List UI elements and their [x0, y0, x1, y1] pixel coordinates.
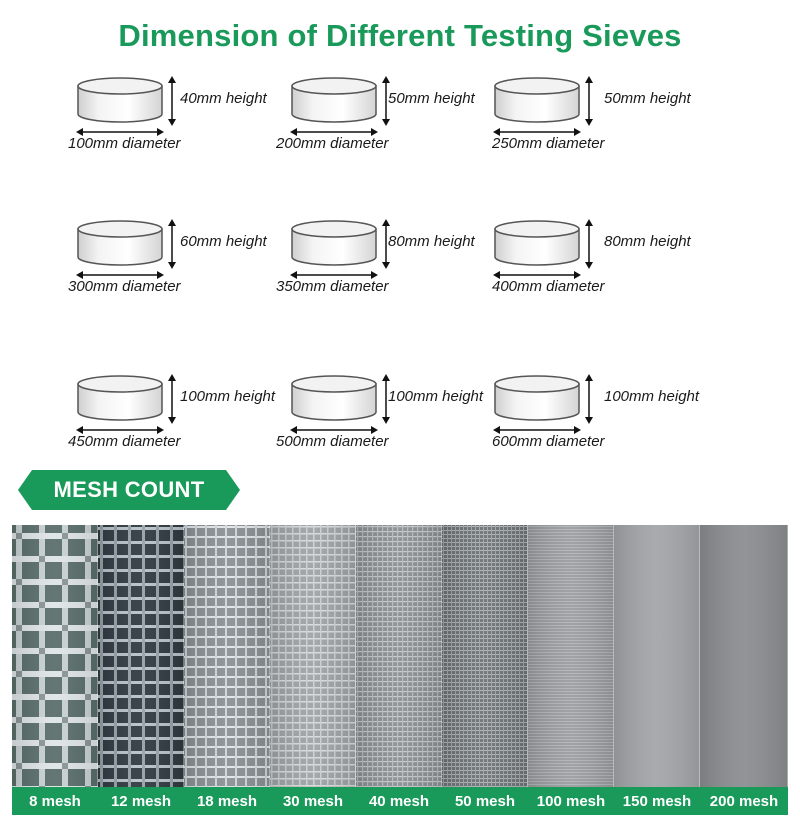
sieve-diameter-label: 100mm diameter [68, 135, 181, 152]
sieve-height-label: 100mm height [180, 388, 276, 405]
sieve-diameter-label: 250mm diameter [492, 135, 605, 152]
mesh-label: 100 mesh [536, 793, 606, 810]
mesh-count-title: MESH COUNT [53, 477, 205, 502]
mesh-sample-image [270, 525, 356, 787]
sieve-height-label: 50mm height [604, 90, 691, 107]
sieve-diameter-label: 200mm diameter [276, 135, 389, 152]
sieve-diameter-label: 450mm diameter [68, 433, 181, 450]
sieve-height-label: 100mm height [604, 388, 700, 405]
sieve-height-label: 60mm height [180, 233, 267, 250]
sieve-diameter-label: 600mm diameter [492, 433, 605, 450]
sieve-diameter-label: 500mm diameter [276, 433, 389, 450]
mesh-sample-image [12, 525, 98, 787]
mesh-label: 18 mesh [196, 793, 258, 810]
mesh-sample-image [356, 525, 442, 787]
sieve-height-label: 80mm height [388, 233, 475, 250]
mesh-label: 12 mesh [110, 793, 172, 810]
mesh-sample-image [442, 525, 528, 787]
mesh-sample-image [700, 525, 788, 787]
mesh-label: 30 mesh [282, 793, 344, 810]
sieve-diameter-label: 350mm diameter [276, 278, 389, 295]
sieve-height-label: 50mm height [388, 90, 475, 107]
mesh-label: 40 mesh [368, 793, 430, 810]
mesh-label: 50 mesh [454, 793, 516, 810]
mesh-sample-image [528, 525, 614, 787]
mesh-sample-image [614, 525, 700, 787]
sieve-diameter-label: 400mm diameter [492, 278, 605, 295]
mesh-count-banner [18, 470, 240, 510]
mesh-label: 200 mesh [709, 793, 779, 810]
sieve-height-label: 100mm height [388, 388, 484, 405]
sieve-height-label: 80mm height [604, 233, 691, 250]
mesh-sample-image [98, 525, 184, 787]
mesh-label: 8 mesh [29, 793, 81, 810]
page-title: Dimension of Different Testing Sieves [118, 18, 682, 53]
mesh-sample-strip [12, 525, 788, 815]
sieve-diameter-label: 300mm diameter [68, 278, 181, 295]
sieve-height-label: 40mm height [180, 90, 267, 107]
mesh-label: 150 mesh [622, 793, 692, 810]
mesh-sample-image [184, 525, 270, 787]
